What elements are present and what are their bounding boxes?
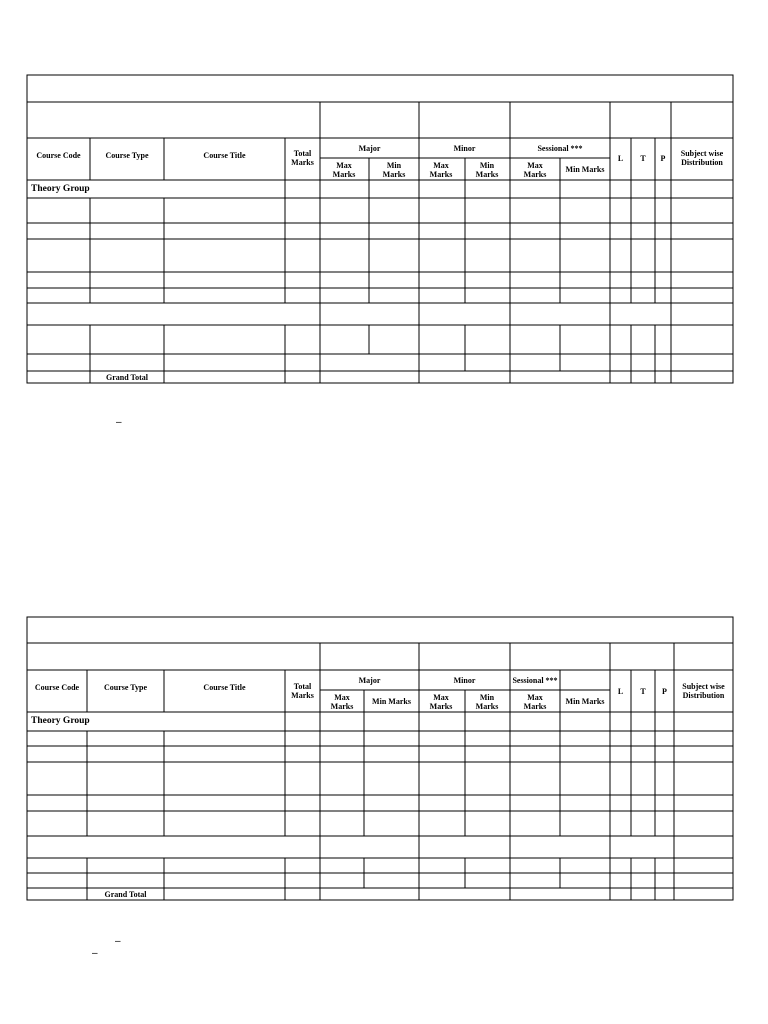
header-minor: Minor (453, 675, 476, 685)
header-course-type: Course Type (105, 150, 149, 160)
header-minor-max-marks: Max Marks (429, 160, 453, 179)
header-major-min-marks: Min Marks (382, 160, 406, 179)
header-major-min-marks: Min Marks (372, 697, 411, 706)
header-T: T (640, 686, 646, 696)
header-subject-distribution: Subject wise Distribution (680, 149, 724, 167)
dash-mark-3: – (92, 948, 98, 959)
header-course-title: Course Title (203, 150, 246, 160)
header-course-title: Course Title (203, 682, 246, 692)
header-L: L (617, 153, 624, 163)
header-L: L (617, 686, 624, 696)
header-major-max-marks: Max Marks (330, 692, 354, 711)
header-P: P (662, 686, 667, 696)
header-major: Major (358, 675, 381, 685)
theory-group-label: Theory Group (31, 183, 90, 194)
header-T: T (640, 153, 646, 163)
header-sessional-min-marks: Min Marks (565, 165, 605, 174)
grand-total-label: Grand Total (105, 372, 148, 382)
header-minor-min-marks: Min Marks (475, 160, 499, 179)
header-P: P (660, 153, 666, 163)
header-sessional: Sessional *** (512, 675, 558, 685)
header-minor-min-marks: Min Marks (475, 692, 499, 711)
header-sessional-max-marks: Max Marks (523, 160, 547, 179)
header-major-max-marks: Max Marks (332, 160, 356, 179)
header-total-marks: Total Marks (291, 682, 314, 700)
header-sessional-max-marks: Max Marks (523, 692, 547, 711)
header-course-code: Course Code (36, 150, 81, 160)
dash-mark-2: – (115, 936, 121, 947)
header-subject-distribution: Subject wise Distribution (682, 682, 725, 700)
header-course-type: Course Type (103, 682, 148, 692)
header-major: Major (358, 143, 381, 153)
header-minor-max-marks: Max Marks (429, 692, 453, 711)
header-minor: Minor (453, 143, 476, 153)
header-sessional: Sessional *** (537, 143, 583, 153)
theory-group-label: Theory Group (31, 716, 90, 726)
dash-mark-1: – (116, 417, 122, 428)
header-total-marks: Total Marks (291, 149, 314, 167)
header-course-code: Course Code (34, 682, 80, 692)
grand-total-label: Grand Total (104, 889, 147, 899)
header-sessional-min-marks: Min Marks (565, 696, 605, 706)
